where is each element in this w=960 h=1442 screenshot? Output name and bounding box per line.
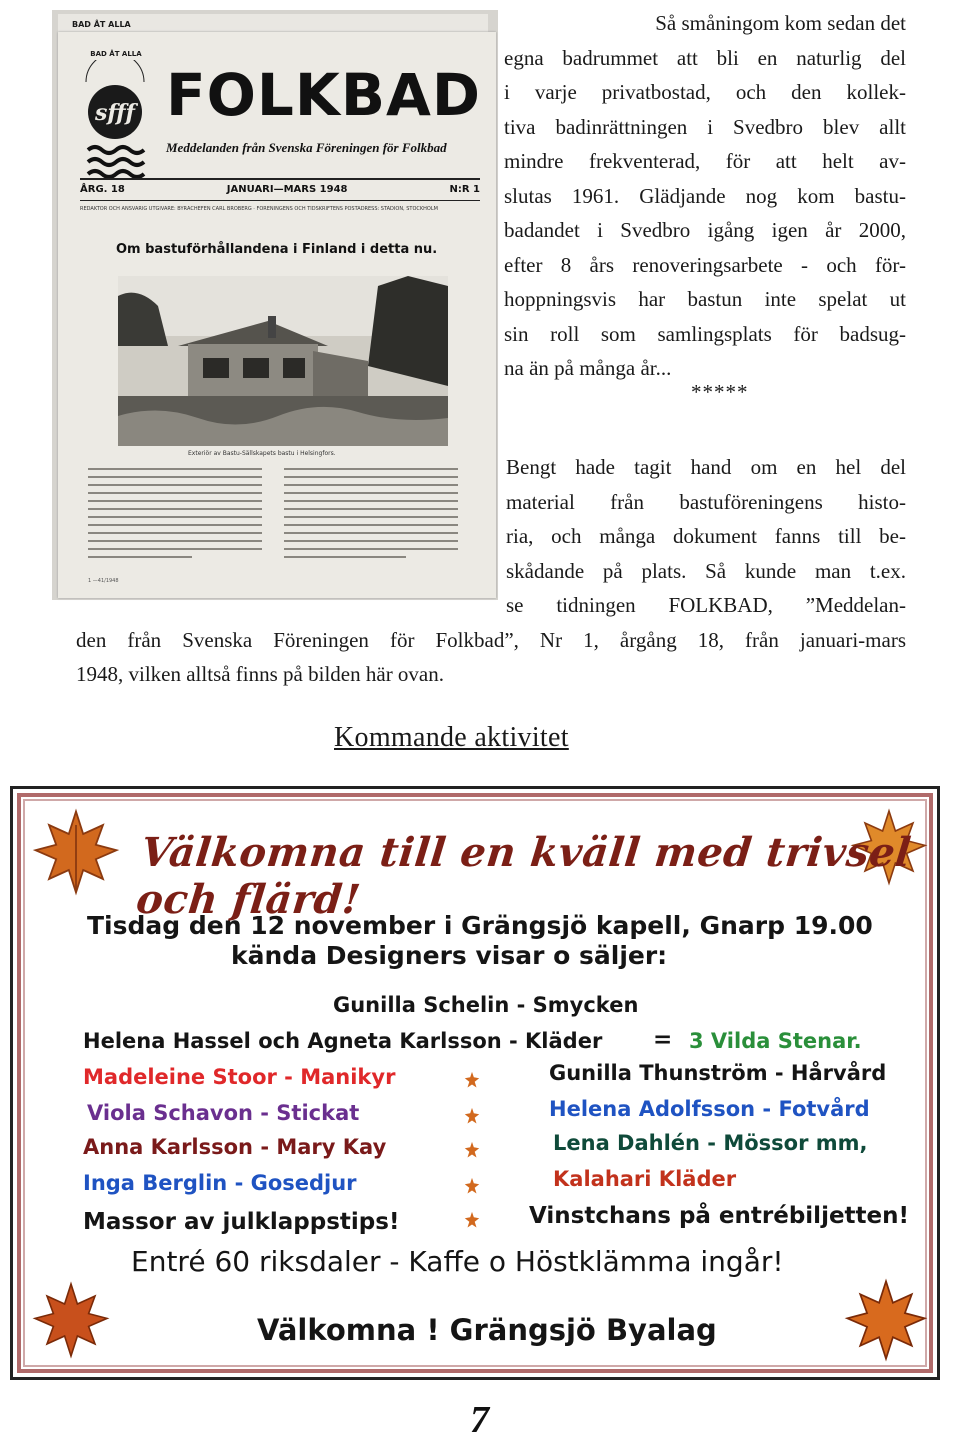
logo-ring-text: BAD ÅT ALLA bbox=[90, 50, 142, 58]
sauna-house-photo bbox=[118, 276, 448, 446]
small-leaf-icon bbox=[463, 1107, 481, 1125]
small-leaf-icon bbox=[463, 1211, 481, 1229]
logo-letters: sfff bbox=[94, 100, 136, 126]
text-line: ria, och många dokument fanns till be- bbox=[506, 524, 906, 548]
sfff-logo-icon bbox=[80, 60, 150, 178]
designer-left-row: Madeleine Stoor - Manikyr bbox=[83, 1065, 396, 1089]
paragraph-folkbad-reference bbox=[76, 588, 906, 692]
page-number: 7 bbox=[470, 1399, 489, 1441]
designer-helena-agneta: Helena Hassel och Agneta Karlsson - Kläder bbox=[83, 1029, 603, 1053]
designer-right-row: Kalahari Kläder bbox=[553, 1167, 737, 1191]
article-column-right bbox=[284, 468, 458, 564]
designer-left-row: Viola Schavon - Stickat bbox=[87, 1101, 360, 1125]
text-line: se tidningen FOLKBAD, ”Meddelan- bbox=[506, 593, 906, 617]
maple-leaf-icon bbox=[31, 807, 121, 897]
text-line: sin roll som samlingsplats för badsug- bbox=[504, 321, 906, 346]
entry-price-line: Entré 60 riksdaler - Kaffe o Höstklämma ingår! bbox=[131, 1245, 784, 1278]
year-label: ÅRG. 18 bbox=[80, 184, 125, 195]
equals-sign: = bbox=[653, 1027, 673, 1053]
clipping-footnote: 1 —41/1948 bbox=[88, 578, 119, 584]
designer-right-row: Gunilla Thunström - Hårvård bbox=[549, 1061, 887, 1085]
text-line: hoppningsvis har bastun inte spelat ut bbox=[504, 287, 906, 311]
text-line: Bengt hade tagit hand om en hel del bbox=[506, 455, 906, 479]
vilda-stenar-label: 3 Vilda Stenar. bbox=[689, 1029, 862, 1053]
welcome-signoff: Välkomna ! Grängsjö Byalag bbox=[257, 1313, 717, 1347]
section-separator: ***** bbox=[691, 380, 749, 404]
designer-left-row: Inga Berglin - Gosedjur bbox=[83, 1171, 357, 1195]
text-line: skådande på plats. Så kunde man t.ex. bbox=[506, 558, 906, 583]
designer-left-row: Anna Karlsson - Mary Kay bbox=[83, 1135, 387, 1159]
prize-chance-line: Vinstchans på entrébiljetten! bbox=[529, 1203, 910, 1229]
small-leaf-icon bbox=[463, 1141, 481, 1159]
rule-top bbox=[80, 178, 480, 180]
text-line: na än på många år... bbox=[504, 356, 672, 380]
small-leaf-icon bbox=[463, 1177, 481, 1195]
small-leaf-icon bbox=[463, 1071, 481, 1089]
rule-mid bbox=[80, 200, 480, 201]
text-line: mindre frekventerad, för att helt av- bbox=[504, 149, 906, 173]
gift-tips-line: Massor av julklappstips! bbox=[83, 1209, 400, 1235]
text-line: Så småningom kom sedan det bbox=[655, 11, 906, 35]
text-line: den från Svenska Föreningen för Folkbad”, Nr 1, årgång 18, från januari-mars bbox=[76, 627, 906, 652]
vilda-stenar bbox=[689, 1029, 862, 1053]
poster-title: Välkomna till en kväll med trivsel och flärd! bbox=[134, 829, 914, 923]
event-invitation-poster bbox=[10, 786, 940, 1380]
text-line: material från bastuföreningens histo- bbox=[506, 489, 906, 514]
number-label: N:R 1 bbox=[449, 184, 480, 195]
text-line: i varje privatbostad, och den kollek- bbox=[504, 80, 906, 104]
corner-text: BAD ÅT ALLA bbox=[72, 20, 131, 29]
newspaper-subtitle: Meddelanden från Svenska Föreningen för Folkbad bbox=[166, 140, 447, 155]
designer-right-row: Lena Dahlén - Mössor mm, bbox=[553, 1131, 868, 1155]
article-columns bbox=[88, 468, 458, 564]
folkbad-clipping-photo bbox=[52, 10, 498, 600]
paragraph-history bbox=[504, 6, 906, 386]
editor-line: REDAKTÖR OCH ANSVARIG UTGIVARE: BYRÅCHEFEN CARL BROBERG · FÖRENINGENS OCH TIDSKRIFTENS POSTADRESS: STADION, STOCKHOLM bbox=[80, 206, 438, 212]
text-line: egna badrummet att bli en naturlig del bbox=[504, 45, 906, 70]
designers-line: kända Designers visar o säljer: bbox=[231, 941, 668, 970]
newspaper-title: FOLKBAD bbox=[166, 61, 482, 129]
text-line: efter 8 års renoveringsarbete - och för- bbox=[504, 252, 906, 277]
text-line: 1948, vilken alltså finns på bilden här ovan. bbox=[76, 662, 445, 686]
article-heading: Om bastuförhållandena i Finland i detta nu. bbox=[116, 242, 438, 257]
section-heading: Kommande aktivitet bbox=[334, 722, 569, 753]
issue-meta-row bbox=[80, 184, 480, 195]
text-line: slutas 1961. Glädjande nog kom bastu- bbox=[504, 183, 906, 208]
designer-gunilla-schelin: Gunilla Schelin - Smycken bbox=[333, 993, 639, 1017]
text-line: badandet i Svedbro igång igen år 2000, bbox=[504, 218, 906, 242]
period-label: JANUARI—MARS 1948 bbox=[226, 184, 348, 195]
text-line: tiva badinrättningen i Svedbro blev allt bbox=[504, 114, 906, 139]
designer-right-row: Helena Adolfsson - Fotvård bbox=[549, 1097, 870, 1121]
article-column-left bbox=[88, 468, 262, 564]
maple-leaf-icon bbox=[843, 1275, 929, 1365]
newspaper-front-page bbox=[58, 32, 496, 598]
event-date-line: Tisdag den 12 november i Grängsjö kapell, Gnarp 19.00 bbox=[87, 911, 873, 940]
maple-leaf-icon bbox=[31, 1275, 111, 1365]
paragraph-bengt bbox=[506, 450, 906, 588]
photo-caption: Exteriör av Bastu-Sällskapets bastu i Helsingfors. bbox=[188, 450, 336, 457]
